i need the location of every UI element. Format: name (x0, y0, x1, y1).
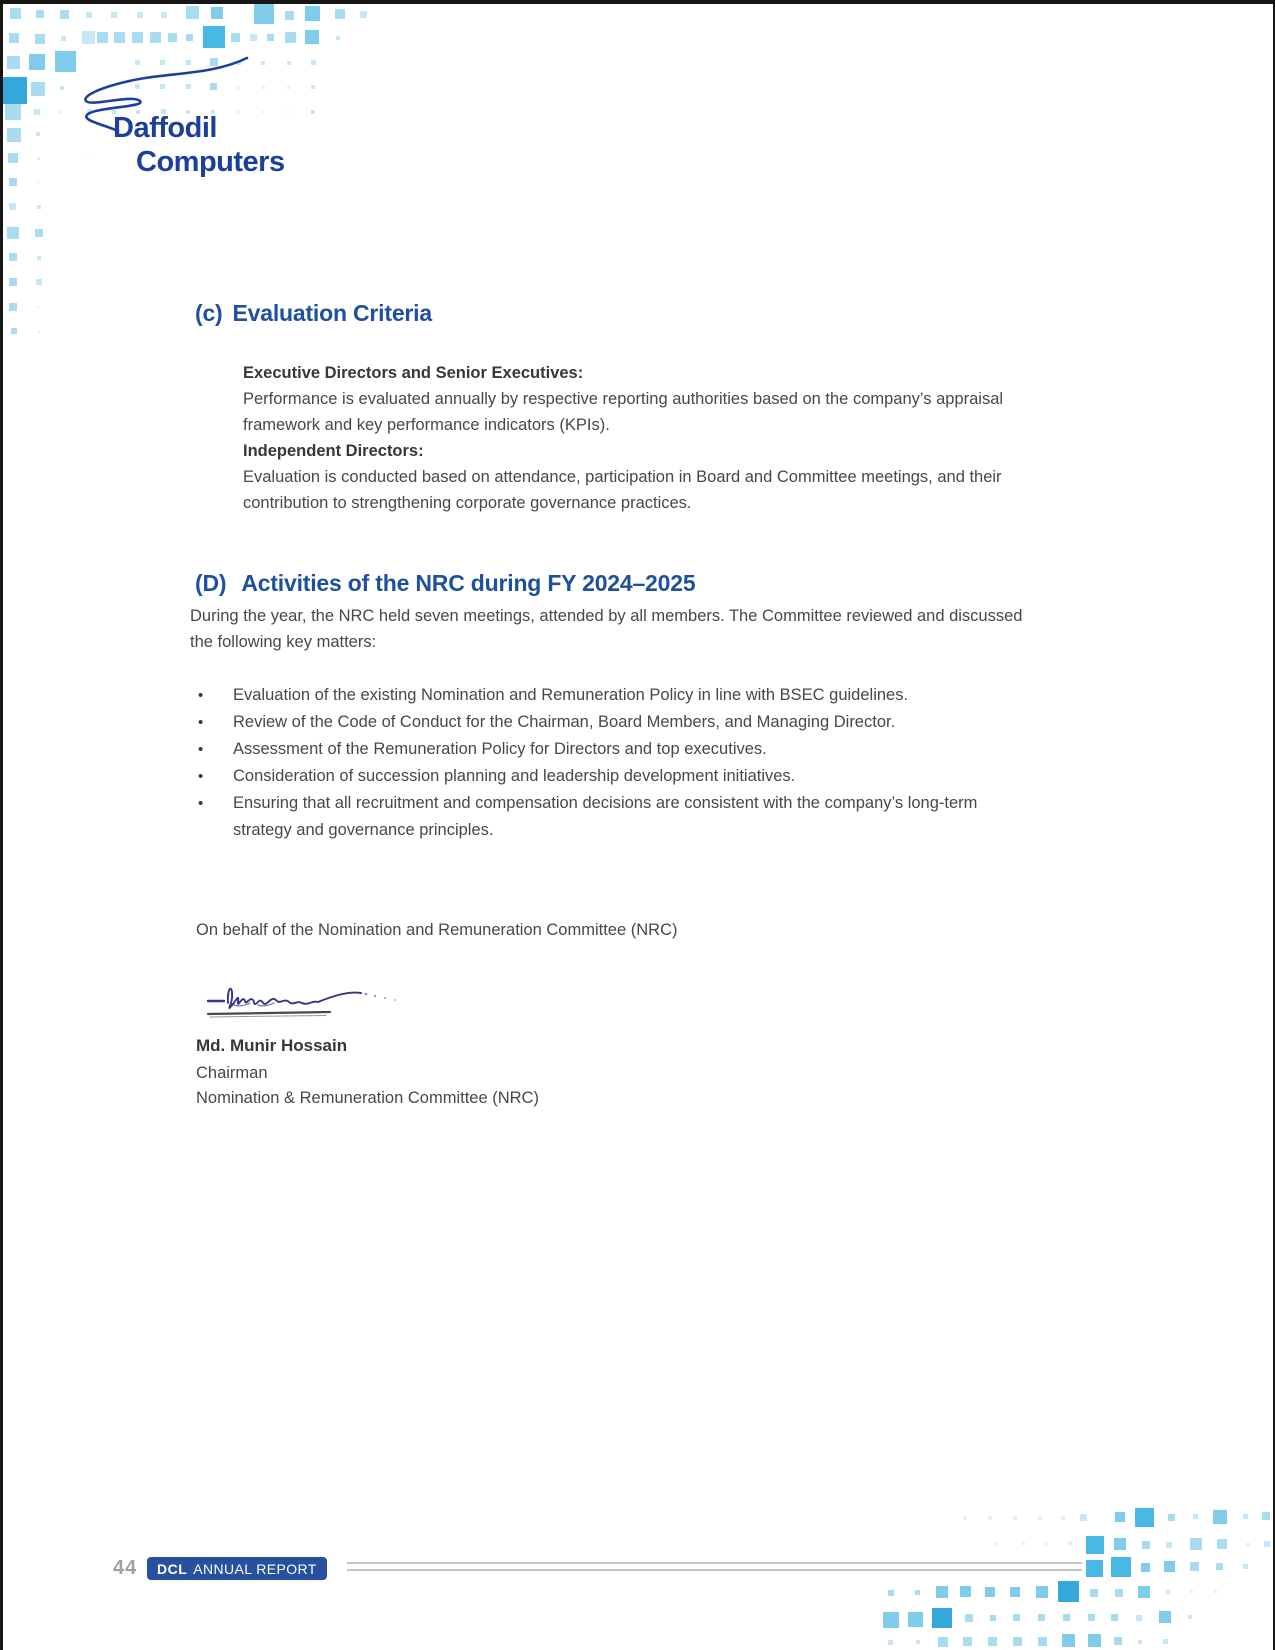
mosaic-square (285, 11, 294, 20)
mosaic-square (1038, 1637, 1047, 1646)
mosaic-square (1214, 1590, 1217, 1593)
bullet-marker-icon: • (198, 795, 204, 812)
mosaic-square (287, 111, 289, 113)
signatory-name: Md. Munir Hossain (196, 1036, 348, 1055)
mosaic-square (1246, 1543, 1250, 1547)
mosaic-square (58, 111, 61, 114)
mosaic-square (938, 1637, 948, 1647)
mosaic-square (1045, 1542, 1048, 1545)
mosaic-square (305, 30, 319, 44)
mosaic-square (287, 86, 290, 89)
mosaic-square (1138, 1640, 1142, 1644)
mosaic-square (87, 157, 89, 159)
mosaic-square (1193, 1514, 1198, 1519)
mosaic-square (1262, 1512, 1270, 1520)
mosaic-square (8, 153, 18, 163)
mosaic-square (1068, 1541, 1072, 1545)
mosaic-square (1063, 1614, 1070, 1621)
mosaic-square (9, 278, 17, 286)
mosaic-square (36, 10, 44, 18)
mosaic-square (250, 34, 257, 41)
mosaic-square (9, 33, 19, 43)
page-number: 44 (113, 1557, 138, 1579)
logo-wordmark-line1: Daffodil (113, 112, 217, 144)
mosaic-square (960, 1586, 971, 1597)
mosaic-square (1166, 1590, 1170, 1594)
mosaic-square (1135, 1508, 1154, 1527)
mosaic-square (168, 33, 177, 42)
mosaic-square (1062, 1634, 1075, 1647)
mosaic-square (1136, 1615, 1142, 1621)
mosaic-square (11, 328, 17, 334)
mosaic-square (35, 229, 43, 237)
mosaic-square (1166, 1542, 1172, 1548)
bullet-item (198, 682, 998, 709)
mosaic-square (311, 85, 315, 89)
mosaic-square (262, 86, 265, 89)
mosaic-square (29, 54, 45, 70)
section-d-heading (195, 570, 695, 597)
mosaic-square (1010, 1587, 1020, 1597)
mosaic-square (985, 1587, 995, 1597)
bullet-marker-icon: • (198, 714, 204, 731)
section-c-marker: (c) (195, 300, 223, 326)
mosaic-square (34, 109, 40, 115)
mosaic-square (37, 205, 41, 209)
mosaic-square (1022, 1542, 1025, 1545)
mosaic-square (888, 1640, 893, 1645)
mosaic-square (1138, 1586, 1150, 1598)
mosaic-square (9, 253, 17, 261)
mosaic-square (60, 86, 64, 90)
mosaic-square (1013, 1516, 1017, 1520)
mosaic-square (111, 12, 117, 18)
section-c-heading (195, 300, 432, 327)
mosaic-square (203, 26, 225, 48)
mosaic-square (61, 36, 66, 41)
mosaic-square (1264, 1541, 1270, 1547)
logo-wordmark-line2: Computers (136, 146, 285, 178)
mosaic-square (908, 1612, 923, 1627)
mosaic-square (916, 1640, 920, 1644)
mosaic-square (963, 1637, 972, 1646)
mosaic-square (150, 32, 161, 43)
mosaic-square (37, 157, 40, 160)
mosaic-square (335, 9, 345, 19)
mosaic-square (186, 34, 193, 41)
signature-image (198, 976, 413, 1022)
mosaic-square (10, 8, 21, 19)
mosaic-square (262, 111, 264, 113)
mosaic-square (31, 82, 45, 96)
footer-rule-top (347, 1562, 1082, 1564)
mosaic-square (7, 227, 19, 239)
bullet-text: Assessment of the Remuneration Policy for Directors and top executives. (233, 740, 767, 758)
mosaic-square (1213, 1510, 1227, 1524)
mosaic-square (7, 56, 20, 69)
mosaic-square (1058, 1581, 1079, 1602)
bullet-text: Evaluation of the existing Nomination and Remuneration Policy in line with BSEC guidelines. (233, 686, 909, 704)
mosaic-square (161, 12, 167, 18)
mosaic-square (1168, 1514, 1175, 1521)
mosaic-square (9, 203, 16, 210)
mosaic-square (1243, 1564, 1248, 1569)
on-behalf-text: On behalf of the Nomination and Remuneration Committee (NRC) (196, 921, 678, 939)
exec-directors-subheading: Executive Directors and Senior Executives: (243, 364, 584, 382)
mosaic-square (311, 110, 315, 114)
footer-label: ANNUAL REPORT (193, 1560, 317, 1577)
footer-report-badge (147, 1557, 327, 1580)
mosaic-square (9, 178, 17, 186)
mosaic-square (1190, 1538, 1202, 1550)
mosaic-square (1188, 1615, 1192, 1619)
mosaic-square (137, 12, 143, 18)
bullet-marker-icon: • (198, 768, 204, 785)
mosaic-square (37, 181, 39, 183)
mosaic-square (82, 31, 95, 44)
nrc-activities-list (198, 682, 998, 844)
mosaic-square (1142, 1541, 1150, 1549)
mosaic-square (5, 104, 21, 120)
mosaic-square (1190, 1590, 1193, 1593)
page-border-left (0, 0, 3, 1650)
bullet-item (198, 736, 998, 763)
mosaic-square (305, 6, 320, 21)
mosaic-square (1115, 1589, 1123, 1597)
mosaic-square (915, 1590, 920, 1595)
section-d-title: Activities of the NRC during FY 2024–2025 (241, 570, 696, 596)
footer-rule-bottom (347, 1569, 1082, 1571)
page-border-top (0, 0, 1275, 4)
mosaic-square (963, 1516, 967, 1520)
mosaic-square (336, 36, 340, 40)
mosaic-square (0, 77, 27, 104)
mosaic-square (1013, 1614, 1020, 1621)
mosaic-square (360, 11, 367, 18)
mosaic-square (1217, 1539, 1227, 1549)
mosaic-square (1086, 1560, 1103, 1577)
independent-directors-subheading: Independent Directors: (243, 442, 424, 460)
mosaic-square (932, 1608, 952, 1628)
mosaic-square (1036, 1586, 1048, 1598)
mosaic-square (1115, 1512, 1125, 1522)
section-d-marker: (D) (195, 570, 227, 596)
mosaic-square (231, 33, 240, 42)
mosaic-square (36, 279, 42, 285)
mosaic-square (965, 1614, 973, 1622)
bullet-item (198, 709, 998, 736)
bullet-item (198, 790, 998, 844)
mosaic-square (97, 32, 108, 43)
mosaic-square (38, 331, 40, 333)
signatory-committee: Nomination & Remuneration Committee (NRC) (196, 1089, 539, 1107)
section-c-body (243, 360, 1043, 516)
mosaic-square (132, 32, 143, 43)
bullet-item (198, 763, 998, 790)
mosaic-square (1038, 1516, 1042, 1520)
mosaic-square (1141, 1563, 1150, 1572)
mosaic-square (1159, 1611, 1171, 1623)
section-d-intro: During the year, the NRC held seven meetings, attended by all members. The Committee reviewed and discussed the following key matters: (190, 607, 1023, 651)
mosaic-square (990, 1615, 996, 1621)
mosaic-square (311, 60, 316, 65)
mosaic-square (287, 61, 291, 65)
exec-directors-text: Performance is evaluated annually by respective reporting authorities based on the company’s appraisal framework and key performance indicators (KPIs). (243, 390, 1004, 434)
mosaic-square (37, 306, 39, 308)
mosaic-square (936, 1586, 948, 1598)
footer-brand: DCL (157, 1560, 188, 1577)
mosaic-square (1163, 1639, 1168, 1644)
section-c-title: Evaluation Criteria (232, 300, 432, 326)
mosaic-square (988, 1516, 992, 1520)
mosaic-square (114, 32, 125, 43)
mosaic-square (1038, 1614, 1045, 1621)
mosaic-square (267, 34, 274, 41)
signatory-title: Chairman (196, 1064, 268, 1082)
bullet-marker-icon: • (198, 687, 204, 704)
independent-directors-text: Evaluation is conducted based on attendance, participation in Board and Committee meetings, and their contribution to strengthening corporate governance practices. (243, 468, 1002, 512)
mosaic-square (1111, 1557, 1131, 1577)
mosaic-square (37, 256, 41, 260)
mosaic-square (883, 1612, 899, 1628)
mosaic-square (60, 10, 69, 19)
mosaic-square (888, 1590, 894, 1596)
mosaic-square (1088, 1634, 1101, 1647)
bullet-text: Review of the Code of Conduct for the Chairman, Board Members, and Managing Director. (233, 713, 896, 731)
mosaic-square (1216, 1563, 1223, 1570)
mosaic-square (211, 7, 223, 19)
mosaic-square (1164, 1561, 1175, 1572)
mosaic-square (86, 12, 92, 18)
bullet-text: Ensuring that all recruitment and compensation decisions are consistent with the company’s long-term strategy and governance principles. (233, 794, 978, 839)
mosaic-square (995, 1542, 998, 1545)
mosaic-square (1061, 1516, 1065, 1520)
mosaic-square (1080, 1514, 1087, 1521)
mosaic-square (36, 132, 40, 136)
mosaic-square (1090, 1589, 1098, 1597)
mosaic-square (261, 61, 265, 65)
mosaic-square (1114, 1637, 1122, 1645)
bullet-text: Consideration of succession planning and leadership development initiatives. (233, 767, 796, 785)
mosaic-square (7, 128, 21, 142)
mosaic-square (988, 1637, 997, 1646)
mosaic-square (1114, 1538, 1126, 1550)
mosaic-square (1086, 1536, 1104, 1554)
mosaic-square (186, 6, 199, 19)
mosaic-square (35, 34, 45, 44)
mosaic-square (1243, 1514, 1248, 1519)
mosaic-square (1013, 1637, 1022, 1646)
mosaic-square (1190, 1562, 1199, 1571)
mosaic-square (285, 32, 296, 43)
mosaic-square (254, 4, 274, 24)
mosaic-square (9, 303, 17, 311)
bullet-marker-icon: • (198, 741, 204, 758)
mosaic-square (1111, 1614, 1118, 1621)
mosaic-square (1088, 1614, 1095, 1621)
